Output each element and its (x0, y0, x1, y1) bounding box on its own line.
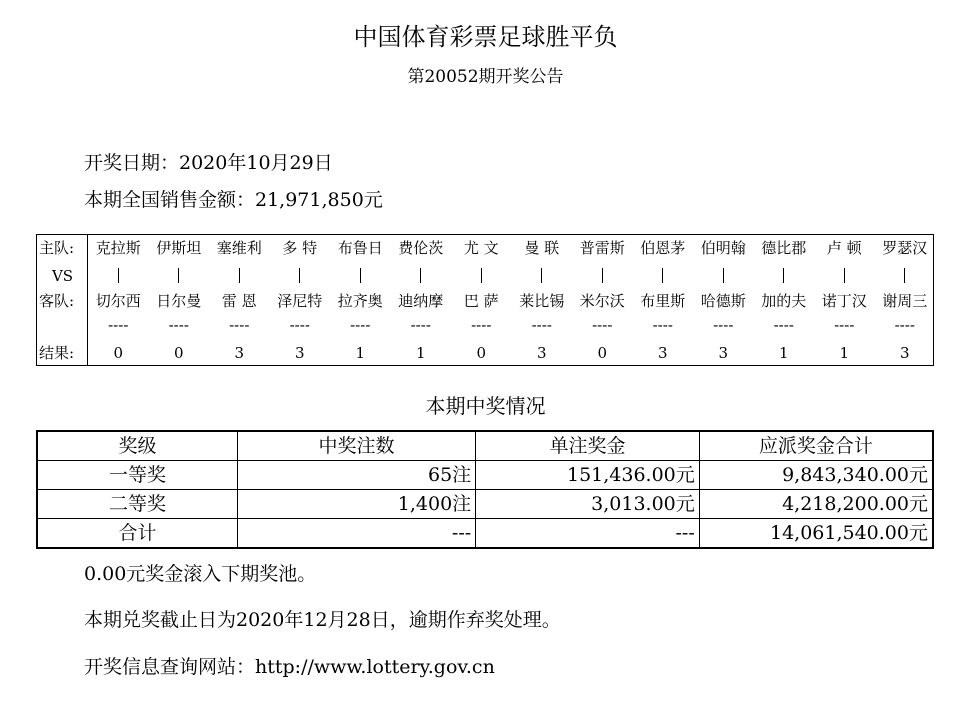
match-separator: ---- (410, 316, 431, 334)
prize-total: 9,843,340.00元 (699, 461, 933, 490)
vs-bar (904, 268, 905, 283)
match-separator: ---- (713, 316, 734, 334)
match-result: 1 (355, 344, 366, 362)
issue-subtitle: 第20052期开奖公告 (407, 67, 564, 87)
result-label: 结果: (39, 344, 75, 362)
page-title: 中国体育彩票足球胜平负 (353, 23, 618, 51)
match-result: 0 (113, 344, 124, 362)
match-column (512, 235, 573, 365)
vs-divider (149, 264, 210, 284)
home-team: 罗瑟汉 (882, 239, 928, 257)
rollover-note: 0.00元奖金滚入下期奖池。 (84, 563, 317, 585)
match-column (572, 235, 633, 365)
prize-single: --- (476, 519, 700, 549)
col-count: 中奖注数 (237, 431, 475, 461)
home-team: 克拉斯 (95, 239, 141, 257)
match-separator: ---- (773, 316, 794, 334)
match-column (451, 235, 512, 365)
match-result: 1 (778, 344, 789, 362)
away-team: 雷 恩 (221, 292, 257, 310)
prize-count: --- (237, 519, 475, 549)
match-result: 0 (173, 344, 184, 362)
away-label: 客队: (39, 292, 75, 310)
home-team: 布鲁日 (337, 239, 383, 257)
away-team: 哈德斯 (700, 292, 746, 310)
match-separator: ---- (531, 316, 552, 334)
match-column (391, 235, 452, 365)
home-team: 曼 联 (524, 239, 560, 257)
prize-single: 3,013.00元 (476, 490, 700, 519)
match-result: 0 (476, 344, 487, 362)
vs-bar (541, 268, 542, 283)
prize-row-second (37, 490, 933, 519)
prize-section-title: 本期中奖情况 (425, 394, 546, 418)
away-team: 迪纳摩 (398, 292, 444, 310)
vs-divider (633, 264, 694, 284)
home-team: 卢 顿 (826, 239, 862, 257)
match-column (330, 235, 391, 365)
match-separator: ---- (592, 316, 613, 334)
website-note: 开奖信息查询网站：http://www.lottery.gov.cn (84, 656, 495, 678)
col-total: 应派奖金合计 (699, 431, 933, 461)
match-column (209, 235, 270, 365)
away-team: 加的夫 (761, 292, 807, 310)
away-team: 巴 萨 (463, 292, 499, 310)
vs-divider (693, 264, 754, 284)
vs-bar (118, 268, 119, 283)
vs-bar (783, 268, 784, 283)
match-result: 0 (597, 344, 608, 362)
vs-bar (178, 268, 179, 283)
prize-level: 合计 (37, 519, 237, 549)
match-column (88, 235, 149, 365)
match-row-labels (37, 235, 88, 365)
prize-table (36, 430, 934, 549)
home-team: 伯明翰 (700, 239, 746, 257)
match-result: 1 (839, 344, 850, 362)
vs-divider (814, 264, 875, 284)
match-separator: ---- (289, 316, 310, 334)
draw-date: 开奖日期：2020年10月29日 (84, 152, 333, 174)
vs-bar (481, 268, 482, 283)
prize-total: 14,061,540.00元 (699, 519, 933, 549)
away-team: 日尔曼 (156, 292, 202, 310)
away-team: 莱比锡 (519, 292, 565, 310)
match-result: 3 (899, 344, 910, 362)
home-team: 普雷斯 (579, 239, 625, 257)
prize-count: 1,400注 (237, 490, 475, 519)
sales-amount: 本期全国销售金额：21,971,850元 (84, 189, 383, 211)
away-team: 拉齐奥 (337, 292, 383, 310)
match-result: 3 (657, 344, 668, 362)
away-team: 切尔西 (95, 292, 141, 310)
vs-divider (512, 264, 573, 284)
match-column (754, 235, 815, 365)
prize-row-first (37, 461, 933, 490)
vs-bar (420, 268, 421, 283)
vs-divider (754, 264, 815, 284)
vs-bar (723, 268, 724, 283)
prize-level: 一等奖 (37, 461, 237, 490)
match-separator: ---- (229, 316, 250, 334)
match-column (875, 235, 936, 365)
away-team: 泽尼特 (277, 292, 323, 310)
match-result: 3 (234, 344, 245, 362)
away-team: 布里斯 (640, 292, 686, 310)
vs-bar (662, 268, 663, 283)
prize-single: 151,436.00元 (476, 461, 700, 490)
prize-row-sum (37, 519, 933, 549)
vs-divider (88, 264, 149, 284)
vs-bar (844, 268, 845, 283)
prize-count: 65注 (237, 461, 475, 490)
away-team: 米尔沃 (579, 292, 625, 310)
match-separator: ---- (834, 316, 855, 334)
match-column (814, 235, 875, 365)
home-label: 主队: (39, 239, 75, 257)
match-separator: ---- (168, 316, 189, 334)
col-single: 单注奖金 (476, 431, 700, 461)
prize-level: 二等奖 (37, 490, 237, 519)
vs-divider (330, 264, 391, 284)
home-team: 伯恩茅 (640, 239, 686, 257)
match-result: 3 (718, 344, 729, 362)
vs-bar (602, 268, 603, 283)
match-column (633, 235, 694, 365)
home-team: 多 特 (282, 239, 318, 257)
match-result: 1 (415, 344, 426, 362)
prize-header-row (37, 431, 933, 461)
match-column (693, 235, 754, 365)
home-team: 塞维利 (216, 239, 262, 257)
match-columns (88, 235, 933, 365)
match-column (270, 235, 331, 365)
deadline-note: 本期兑奖截止日为2020年12月28日，逾期作弃奖处理。 (84, 609, 561, 631)
vs-divider (209, 264, 270, 284)
match-column (149, 235, 210, 365)
match-result: 3 (294, 344, 305, 362)
vs-divider (451, 264, 512, 284)
match-separator: ---- (108, 316, 129, 334)
match-separator: ---- (652, 316, 673, 334)
match-separator: ---- (471, 316, 492, 334)
home-team: 尤 文 (463, 239, 499, 257)
vs-bar (299, 268, 300, 283)
vs-bar (239, 268, 240, 283)
match-separator: ---- (350, 316, 371, 334)
home-team: 伊斯坦 (156, 239, 202, 257)
match-separator: ---- (894, 316, 915, 334)
vs-divider (875, 264, 936, 284)
away-team: 谢周三 (882, 292, 928, 310)
match-result: 3 (536, 344, 547, 362)
vs-bar (360, 268, 361, 283)
home-team: 费伦茨 (398, 239, 444, 257)
vs-divider (270, 264, 331, 284)
col-level: 奖级 (37, 431, 237, 461)
home-team: 德比郡 (761, 239, 807, 257)
vs-divider (391, 264, 452, 284)
vs-label: VS (51, 267, 74, 285)
match-table (36, 234, 934, 366)
away-team: 诺丁汉 (821, 292, 867, 310)
prize-total: 4,218,200.00元 (699, 490, 933, 519)
vs-divider (572, 264, 633, 284)
